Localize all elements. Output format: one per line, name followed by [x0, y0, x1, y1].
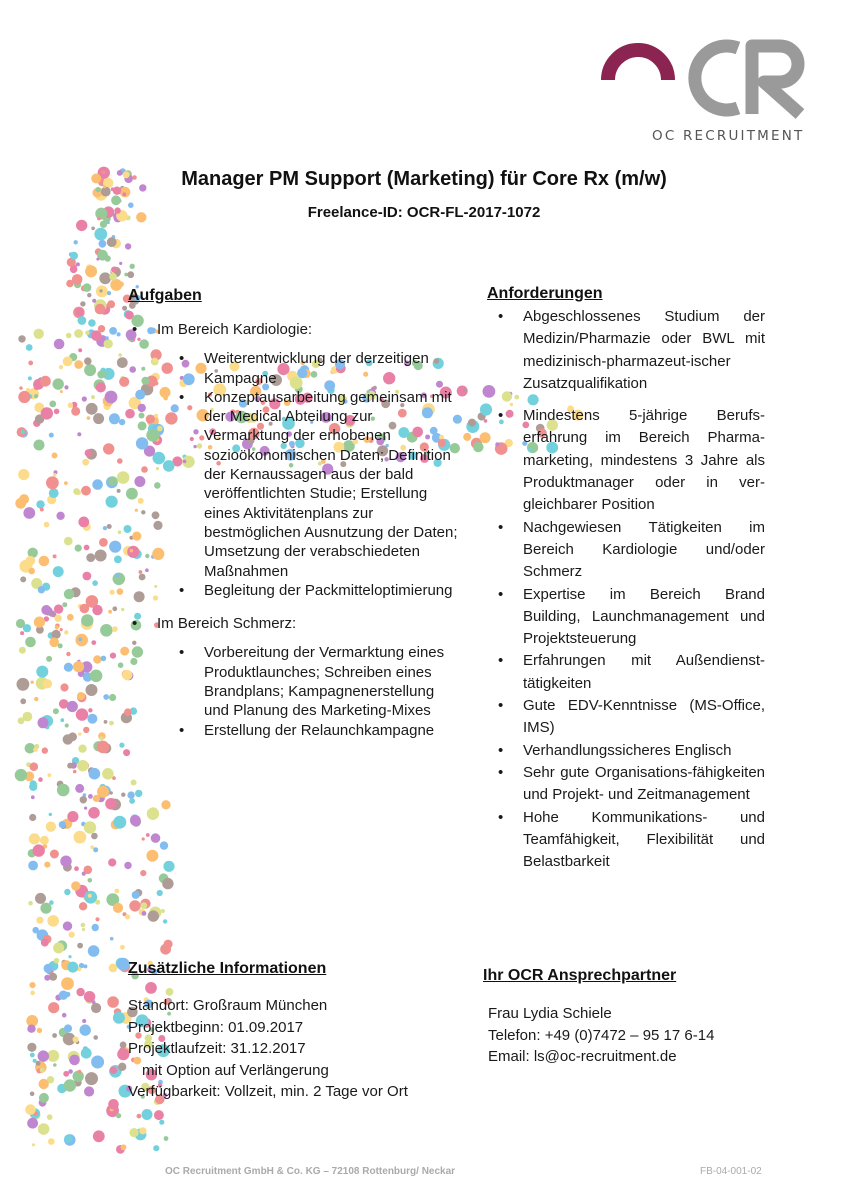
list-item [128, 320, 458, 600]
list-item [128, 614, 458, 740]
list-item: • Weiterentwicklung der derzeitigen Kampagne [157, 349, 458, 388]
list-item: • Erstellung der Relaunchkampagne [157, 721, 458, 740]
aufgaben-heading: Aufgaben [128, 287, 202, 304]
contact-email[interactable]: Email: ls@oc-recruitment.de [488, 1048, 677, 1065]
contact-phone: Telefon: +49 (0)7472 – 95 17 6-14 [488, 1026, 715, 1044]
anforderungen-list [487, 306, 765, 873]
info-line: mit Option auf Verlängerung [142, 1061, 329, 1079]
zusatz-info [128, 995, 408, 1103]
info-line: Verfügbarkeit: Vollzeit, min. 2 Tage vor Ort [128, 1083, 408, 1100]
list-item: • Abgeschlossenes Studium der Medizin/Pharmazie oder BWL mit medizinisch-pharmazeut-ischer Zusatzqualifikation [487, 306, 765, 395]
info-line: Projektbeginn: 01.09.2017 [128, 1018, 304, 1036]
list-item: • Nachgewiesen Tätigkeiten im Bereich Kardiologie und/oder Schmerz [487, 517, 765, 584]
info-line: Standort: Großraum München [128, 997, 328, 1014]
freelance-id: Freelance-ID: OCR-FL-2017-1072 [307, 204, 541, 221]
zusatz-heading: Zusätzliche Informationen [128, 960, 327, 977]
contact-name: Frau Lydia Schiele [488, 1005, 612, 1022]
anforderungen-heading: Anforderungen [487, 285, 603, 302]
aufgaben-list [128, 320, 458, 754]
group-label: Im Bereich Schmerz: [157, 615, 297, 633]
list-item: • Gute EDV-Kenntnisse (MS-Office, IMS) [487, 695, 765, 740]
list-item: • Sehr gute Organisations-fähigkeiten und Projekt- und Zeitmanagement [487, 762, 765, 807]
list-item: • Hohe Kommunikations- und Teamfähigkeit, Flexibilität und Belastbarkeit [487, 807, 765, 874]
list-item: • Erfahrungen mit Außendienst-tätigkeiten [487, 650, 765, 695]
list-item: • Expertise im Bereich Brand Building, Launchmanagement und Projektsteuerung [487, 584, 765, 651]
footer-company: OC Recruitment GmbH & Co. KG – 72108 Rottenburg/ Neckar [165, 1166, 456, 1177]
kontakt-info [488, 1003, 714, 1068]
list-item: • Mindestens 5-jährige Berufs-erfahrung im Bereich Pharma-marketing, mindestens 3 Jahre als Produktmanager oder in ver-gleichbarer Position [487, 405, 765, 516]
list-item: • Konzeptausarbeitung gemeinsam mit der Medical Abteilung zur Vermarktung der erhobenen sozioökonomischen Daten; Definition der Kernaussagen aus der bald veröffentlichten Studie; Erstellung eines Aktivitätenplans zur bestmöglichen Ausnutzung der Daten; Umsetzung der verabschiedeten Maßnahmen [157, 388, 458, 581]
kontakt-heading: Ihr OCR Ansprechpartner [483, 967, 677, 984]
page-title: Manager PM Support (Marketing) für Core Rx (m/w) [181, 168, 667, 190]
list-item: • Vorbereitung der Vermarktung eines Produktlaunches; Schreiben eines Brandplans; Kampagnenerstellung und Planung des Marketing-Mixes [157, 643, 458, 720]
list-item: • Begleitung der Packmitteloptimierung [157, 581, 458, 600]
group-label: Im Bereich Kardiologie: [157, 321, 313, 338]
info-line: Projektlaufzeit: 31.12.2017 [128, 1040, 306, 1057]
footer-form-code: FB-04-001-02 [700, 1166, 762, 1177]
logo-subtitle: OC RECRUITMENT [652, 128, 805, 144]
list-item: • Verhandlungssicheres Englisch [487, 740, 765, 762]
